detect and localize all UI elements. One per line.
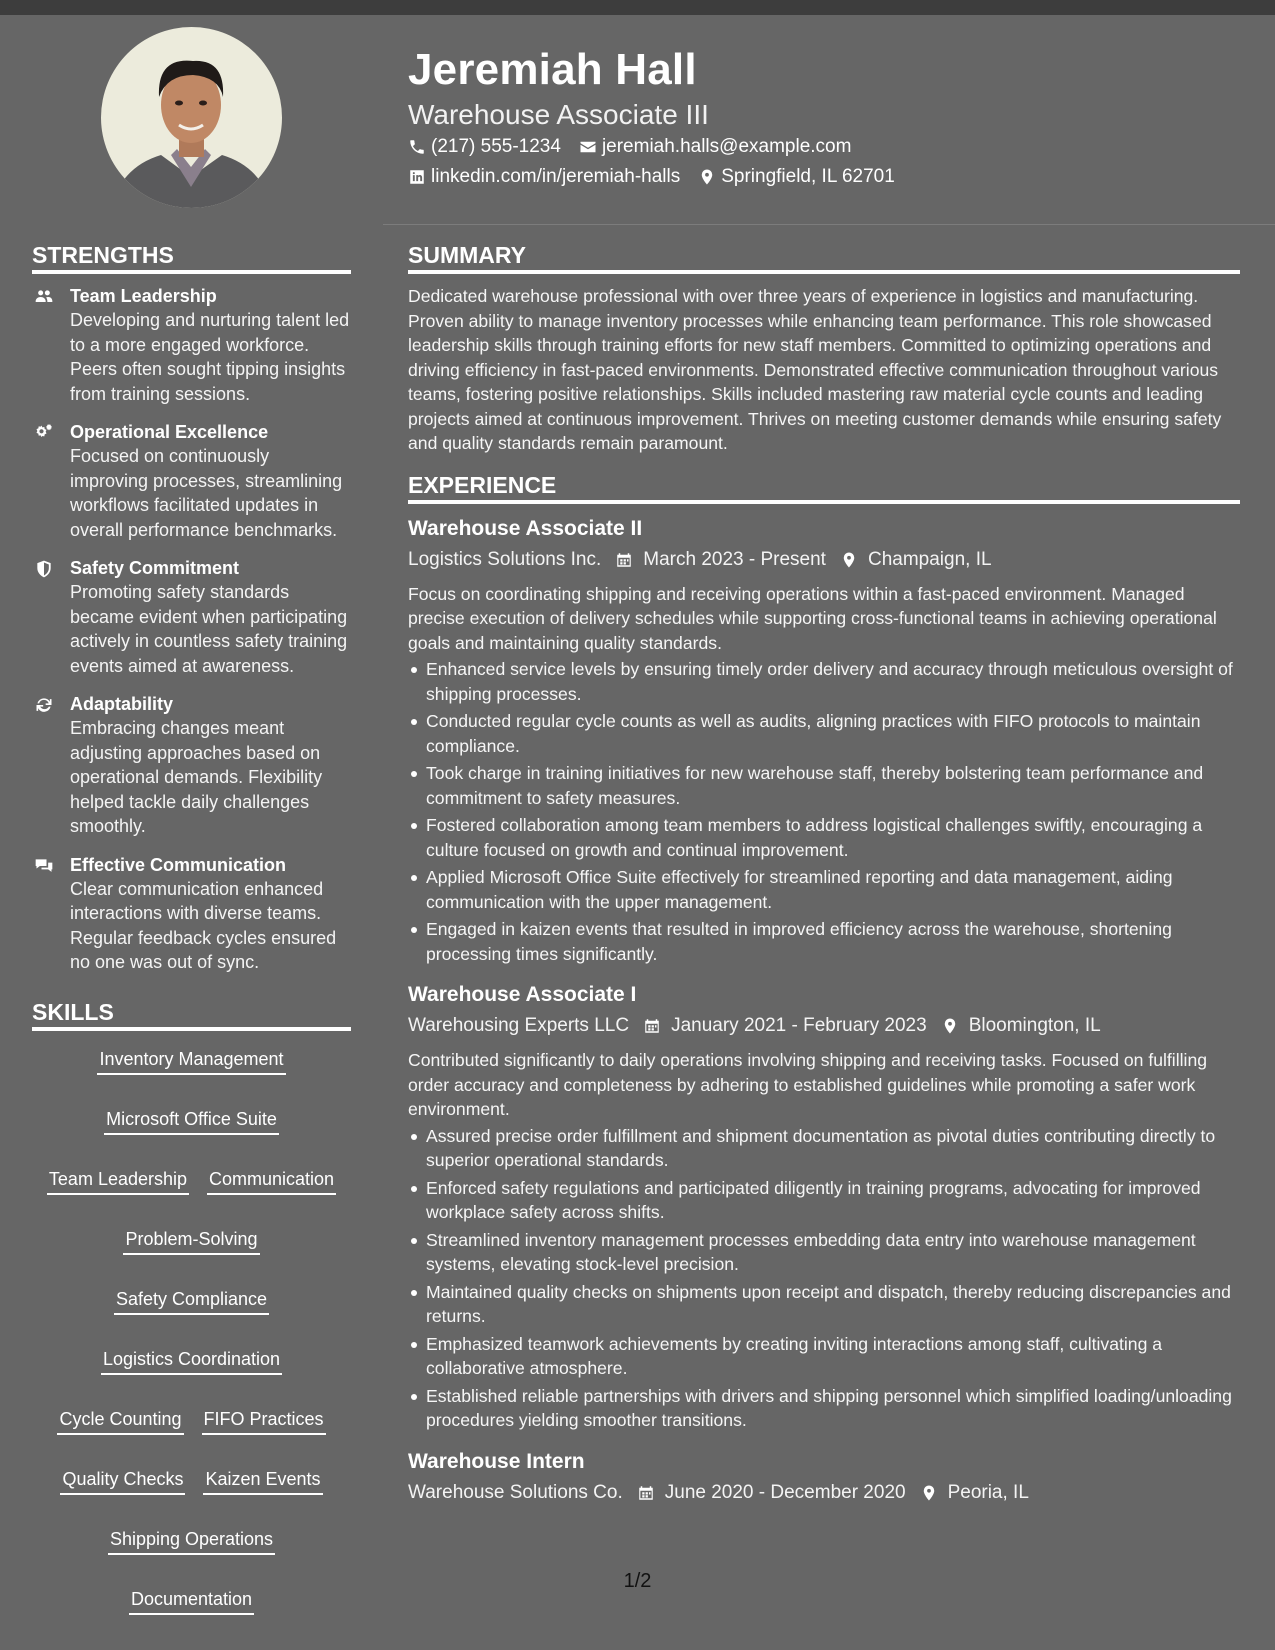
strength-description: Clear communication enhanced interactions with diverse teams. Regular feedback cycles ensured no one was out of sync. <box>70 878 337 972</box>
skill-tag: Communication <box>207 1167 336 1195</box>
email-contact[interactable] <box>579 132 852 162</box>
page-number: 1/2 <box>623 1570 652 1592</box>
map-marker-icon <box>698 168 716 186</box>
job-bullet: Took charge in training initiatives for new warehouse staff, thereby bolstering team performance and commitment to safety measures. <box>426 761 1240 810</box>
shield-icon <box>32 559 56 579</box>
strength-icon-wrap <box>32 420 56 542</box>
strength-title: Team Leadership <box>70 286 217 306</box>
skill-tag: Inventory Management <box>97 1047 285 1075</box>
job-entry <box>408 980 1240 1433</box>
job-bullet: Fostered collaboration among team members to address logistical challenges swiftly, encouraging a culture focused on growth and continual improvement. <box>426 813 1240 862</box>
job-title: Warehouse Associate I <box>408 983 637 1006</box>
strength-icon-wrap <box>32 556 56 678</box>
linkedin-contact[interactable] <box>408 162 680 192</box>
strength-description: Developing and nurturing talent led to a more engaged workforce. Peers often sought tipping insights from training sessions. <box>70 310 350 404</box>
job-company: Warehouse Solutions Co. <box>408 1481 623 1503</box>
job-entry <box>408 1447 1240 1509</box>
strength-item <box>32 692 351 839</box>
strength-icon-wrap <box>32 284 56 406</box>
strength-icon-wrap <box>32 692 56 839</box>
linkedin-icon <box>408 168 426 186</box>
email-text: jeremiah.halls@example.com <box>601 136 852 157</box>
skill-tag: FIFO Practices <box>202 1407 326 1435</box>
skill-tag: Logistics Coordination <box>101 1347 282 1375</box>
job-description: Contributed significantly to daily operations involving shipping and receiving tasks. Focused on fulfilling order accuracy and completeness by adhering to established guidelines while promoting a safer work environment. <box>408 1050 1208 1119</box>
skill-tag: Shipping Operations <box>108 1527 275 1555</box>
job-bullet: Assured precise order fulfillment and shipment documentation as pivotal duties contributing directly to superior operational standards. <box>426 1124 1240 1173</box>
strength-item <box>32 853 351 975</box>
phone-contact[interactable] <box>408 132 561 162</box>
experience-list <box>408 514 1240 1509</box>
contact-row-1 <box>408 132 1248 162</box>
sync-icon <box>32 695 56 715</box>
strength-title: Effective Communication <box>70 854 287 875</box>
skill-tag: Kaizen Events <box>203 1467 322 1495</box>
calendar-icon <box>637 1483 655 1503</box>
job-bullet: Applied Microsoft Office Suite effectively for streamlined reporting and data management, aiding communication with the upper management. <box>426 865 1240 914</box>
job-dates: January 2021 - February 2023 <box>671 1015 927 1036</box>
strength-description: Focused on continuously improving processes, streamlining workflows facilitated updates in overall performance benchmarks. <box>70 446 343 540</box>
skill-tag: Problem-Solving <box>123 1227 259 1255</box>
gears-icon <box>32 423 56 443</box>
resume-header <box>408 42 1248 192</box>
skill-tag: Microsoft Office Suite <box>104 1107 279 1135</box>
profile-photo <box>101 27 282 208</box>
skill-tag: Team Leadership <box>47 1167 189 1195</box>
job-bullets <box>408 657 1240 966</box>
phone-text: (217) 555-1234 <box>431 136 561 157</box>
job-title: Warehouse Associate II <box>408 516 643 540</box>
strength-description: Embracing changes meant adjusting approaches based on operational demands. Flexibility helped tackle daily challenges smoothly. <box>70 718 323 836</box>
right-column <box>408 240 1240 1523</box>
job-dates: March 2023 - Present <box>643 548 826 570</box>
job-description: Focus on coordinating shipping and receiving operations within a fast-paced environment. Managed precise execution of delivery schedules while supporting cross-functional teams in achieving operational goals and maintaining quality standards. <box>408 583 1217 653</box>
job-bullet: Conducted regular cycle counts as well as audits, aligning practices with FIFO protocols to maintain compliance. <box>426 709 1240 758</box>
job-title: Warehouse Intern <box>408 1449 585 1473</box>
strength-item <box>32 556 351 678</box>
strength-description: Promoting safety standards became evident when participating actively in countless safety training events aimed at awareness. <box>70 582 348 676</box>
job-bullets <box>408 1124 1240 1433</box>
location-contact <box>698 162 895 192</box>
job-bullet: Enhanced service levels by ensuring timely order delivery and accuracy through meticulous oversight of shipping processes. <box>426 657 1240 706</box>
strength-title: Safety Commitment <box>70 558 240 578</box>
map-marker-icon <box>920 1483 938 1503</box>
contact-row-2 <box>408 162 1248 192</box>
skill-tag: Safety Compliance <box>114 1287 269 1315</box>
calendar-icon <box>615 550 633 570</box>
job-dates: June 2020 - December 2020 <box>664 1481 906 1503</box>
job-location: Bloomington, IL <box>968 1015 1101 1036</box>
top-bar <box>0 0 1275 15</box>
strengths-list <box>32 284 351 975</box>
skills-heading: SKILLS <box>32 997 351 1031</box>
calendar-icon <box>643 1016 661 1036</box>
job-meta <box>408 544 1240 576</box>
skill-tag: Cycle Counting <box>57 1407 183 1435</box>
summary-heading: SUMMARY <box>408 240 1240 274</box>
users-icon <box>32 287 56 307</box>
candidate-title: Warehouse Associate III <box>408 99 709 130</box>
job-entry <box>408 514 1240 967</box>
map-marker-icon <box>840 550 858 570</box>
job-location: Peoria, IL <box>947 1481 1029 1503</box>
skill-tag: Quality Checks <box>60 1467 185 1495</box>
strength-title: Adaptability <box>70 694 174 714</box>
phone-icon <box>408 138 426 156</box>
job-company: Logistics Solutions Inc. <box>408 548 602 570</box>
job-bullet: Enforced safety regulations and participated diligently in training programs, advocating for improved workplace safety across shifts. <box>426 1176 1240 1225</box>
candidate-name: Jeremiah Hall <box>408 45 697 94</box>
comments-icon <box>32 856 56 876</box>
left-column <box>32 240 351 1615</box>
location-text: Springfield, IL 62701 <box>721 166 895 187</box>
job-bullet: Maintained quality checks on shipments upon receipt and dispatch, thereby reducing discrepancies and returns. <box>426 1280 1240 1329</box>
skills-list <box>32 1041 351 1615</box>
envelope-icon <box>579 138 597 156</box>
job-location: Champaign, IL <box>867 548 992 570</box>
experience-heading: EXPERIENCE <box>408 470 1240 504</box>
linkedin-text: linkedin.com/in/jeremiah-halls <box>431 166 681 187</box>
job-bullet: Engaged in kaizen events that resulted in improved efficiency across the warehouse, shortening processing times significantly. <box>426 917 1240 966</box>
strength-item <box>32 420 351 542</box>
job-bullet: Emphasized teamwork achievements by creating inviting interactions among staff, cultivating a collaborative atmosphere. <box>426 1332 1240 1381</box>
summary-text: Dedicated warehouse professional with over three years of experience in logistics and manufacturing. Proven ability to manage inventory processes while enhancing team performance. This role showcased leadership skills through training efforts for new staff members. Committed to optimizing operations and driving efficiency in fast-paced environments. Demonstrated effective communication throughout various teams, fostering positive relationships. Skills included mastering raw material cycle counts and leading projects aimed at continuous improvement. Thrives on meeting customer demands while ensuring safety and quality standards remain paramount. <box>408 286 1222 453</box>
header-divider <box>383 224 1275 225</box>
strength-title: Operational Excellence <box>70 422 269 442</box>
skill-tag: Documentation <box>129 1587 254 1615</box>
strength-item <box>32 284 351 406</box>
job-bullet: Streamlined inventory management processes embedding data entry into warehouse management systems, elevating stock-level precision. <box>426 1228 1240 1277</box>
job-meta <box>408 1477 1240 1509</box>
map-marker-icon <box>941 1016 959 1036</box>
strength-icon-wrap <box>32 853 56 975</box>
job-meta <box>408 1010 1240 1042</box>
strengths-heading: STRENGTHS <box>32 240 351 274</box>
job-bullet: Established reliable partnerships with drivers and shipping personnel which simplified loading/unloading procedures yielding smoother transitions. <box>426 1384 1240 1433</box>
job-company: Warehousing Experts LLC <box>408 1015 630 1036</box>
